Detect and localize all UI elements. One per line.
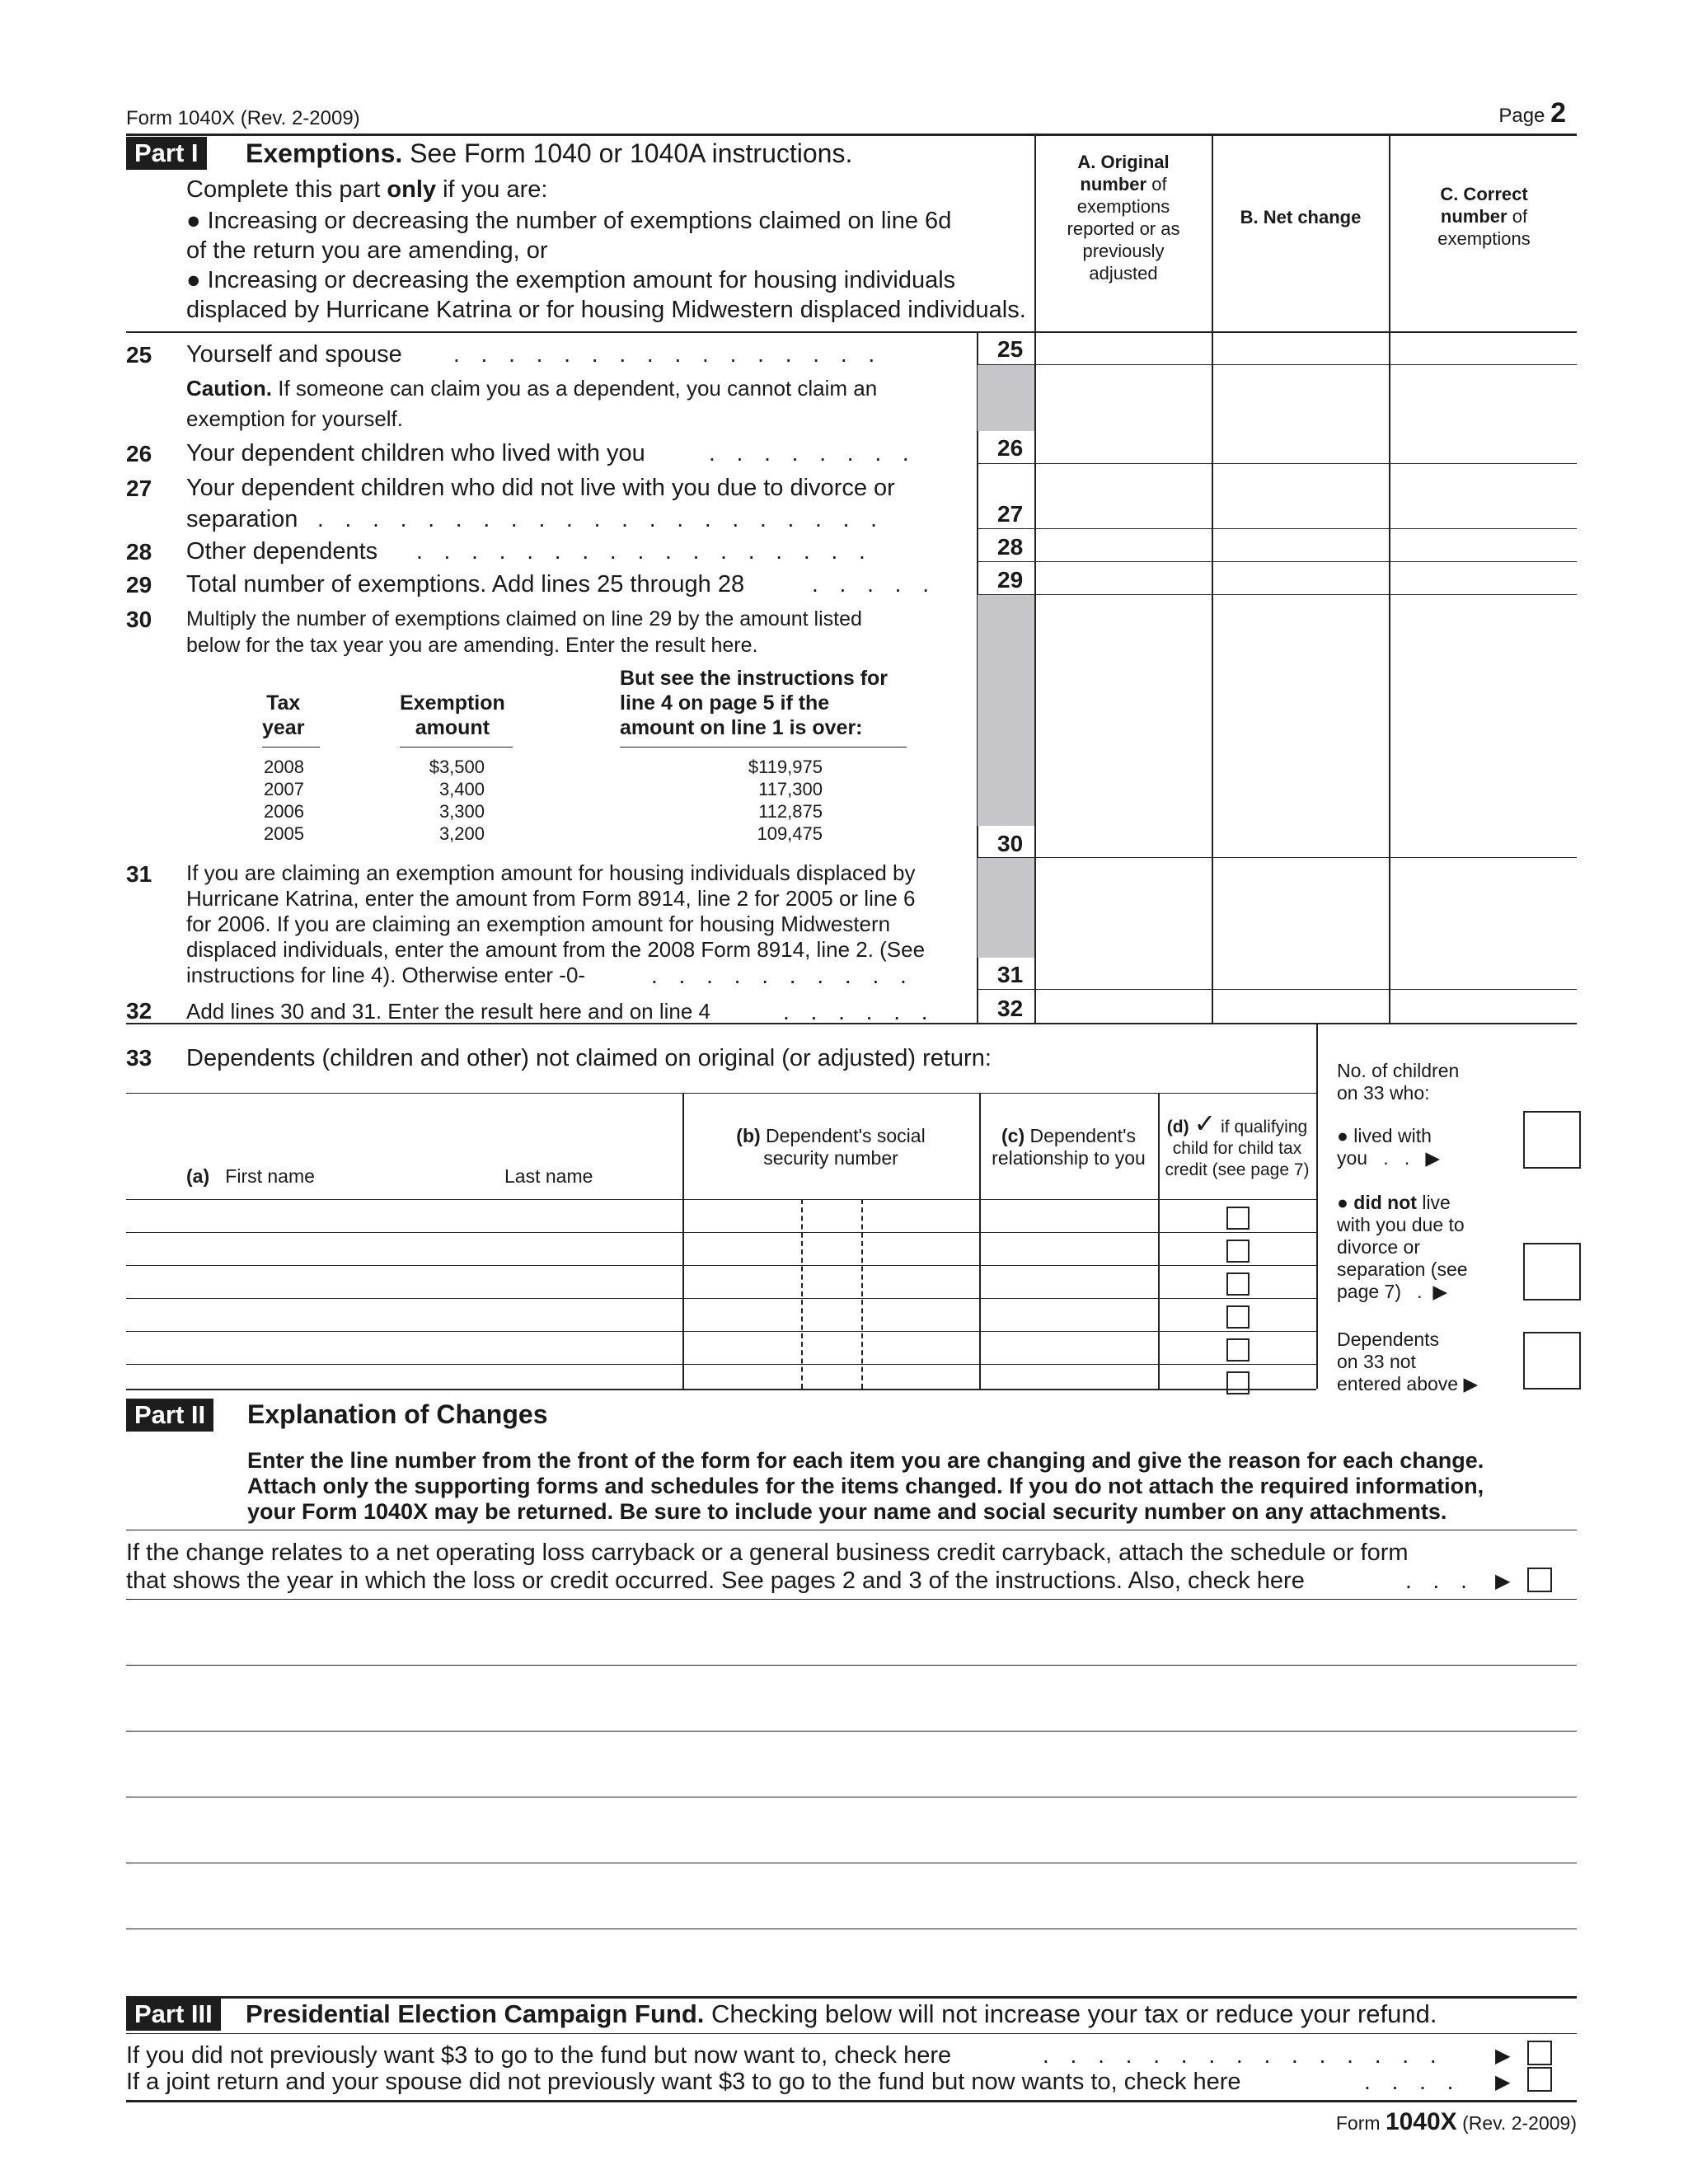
dep-d-bold: (d) [1166, 1118, 1189, 1137]
dep-b-text: Dependent's social [760, 1125, 926, 1146]
line28-dots: . . . . . . . . . . . . . . . . . [416, 538, 873, 564]
part3-top-rule [126, 1996, 1577, 1999]
shade-line30 [978, 595, 1034, 826]
page-number [1498, 97, 1566, 129]
dep-b-text2: security number [763, 1147, 898, 1169]
line29-dots: . . . . . [812, 571, 937, 597]
footer-form-id [1336, 2108, 1577, 2136]
explain-line-2[interactable] [126, 1731, 1577, 1732]
part3-title-rest: Checking below will not increase your tax or reduce your refund. [704, 1999, 1437, 2028]
line25-caution-cont: exemption for yourself. [186, 406, 404, 431]
box27-num: 27 [997, 501, 1024, 527]
colb-text: B. Net change [1240, 207, 1362, 227]
box30-num: 30 [997, 831, 1024, 856]
ex-year: 2007 [264, 779, 304, 799]
part1-title [246, 138, 852, 169]
hamount-0: Exemption [400, 691, 505, 715]
dep-c-text: Dependent's [1025, 1125, 1136, 1146]
line29-num: 29 [126, 572, 152, 598]
line27-dots: . . . . . . . . . . . . . . . . . . . . . [317, 506, 884, 532]
qualifying-child-checkbox[interactable] [1226, 1338, 1250, 1361]
line27-text-cont: separation [186, 506, 298, 532]
cola-4: reported or as [1067, 218, 1180, 239]
arrow-icon: ▶ [1463, 1373, 1479, 1394]
row30-bottom [977, 857, 1577, 858]
part1-bullet1: ● Increasing or decreasing the number of exemptions claimed on line 6d [186, 208, 952, 234]
caution-bold: Caution. [186, 376, 272, 401]
dep-c-bold: (c) [1001, 1125, 1025, 1146]
tbl-head-year [262, 691, 304, 740]
ex-over: 109,475 [757, 823, 823, 844]
side-lived-a: lived with [1353, 1125, 1432, 1146]
line31-text-b: Hurricane Katrina, enter the amount from Form 8914, line 2 for 2005 or line 6 [186, 886, 916, 911]
part2-tag: Part II [126, 1399, 213, 1432]
page-num: 2 [1550, 97, 1566, 129]
explain-line-0 [126, 1599, 1577, 1600]
line31-text-d: displaced individuals, enter the amount from the 2008 Form 8914, line 2. (See [186, 937, 926, 962]
side-dn-a: live [1416, 1192, 1451, 1213]
cola-1: number [1080, 174, 1147, 194]
line31-text-c: for 2006. If you are claiming an exemption amount for housing Midwestern [186, 912, 891, 936]
line25-text: Yourself and spouse [186, 341, 402, 368]
tbl-head-over [620, 666, 888, 740]
part2-instr-c: your Form 1040X may be returned. Be sure to include your name and social security number on any attachments. [247, 1499, 1447, 1524]
side-deps-a: Dependents [1337, 1329, 1440, 1350]
part2-nol-a: If the change relates to a net operating loss carryback or a general business credit carryback, attach the schedule or form [126, 1540, 1409, 1566]
part3-tag: Part III [126, 1998, 221, 2031]
part3-arrow-b-icon: ▶ [1495, 2071, 1511, 2093]
side-dn-b: with you due to [1337, 1214, 1465, 1235]
side-did-not-live: ● did not live with you due to divorce or separation (see page 7) . ▶ [1337, 1192, 1468, 1302]
side-dn-bold: did not [1353, 1192, 1417, 1213]
footer-form: Form [1335, 2112, 1381, 2134]
line31-text-a: If you are claiming an exemption amount for housing individuals displaced by [186, 860, 916, 885]
ex-amount: 3,200 [438, 823, 485, 844]
dependent-row-line [126, 1364, 1316, 1365]
part2-title: Explanation of Changes [247, 1399, 548, 1429]
side-nc-b: on 33 who: [1337, 1082, 1430, 1104]
part2-instr-a: Enter the line number from the front of the form for each item you are changing and give the reason for each change. [247, 1448, 1484, 1473]
hyear-1: year [262, 716, 305, 739]
page-label: Page [1498, 105, 1545, 127]
ex-over: 117,300 [758, 779, 823, 799]
dep-col-a-header [186, 1165, 315, 1188]
line31-dots: . . . . . . . . . . [651, 963, 914, 988]
ex-amount: 3,400 [438, 779, 485, 799]
part3-title-bold: Presidential Election Campaign Fund. [246, 1999, 705, 2028]
col-b-header [1214, 206, 1387, 228]
colc-2: of [1507, 206, 1528, 227]
cola-3: exemptions [1076, 196, 1170, 217]
part1-bullet1-cont: of the return you are amending, or [186, 237, 548, 264]
line33-num: 33 [126, 1045, 152, 1071]
row28-bottom [977, 594, 1577, 595]
row27-bottom [977, 561, 1577, 562]
bullet1-a: Increasing or decreasing the number of exemptions claimed on line 6d [207, 208, 952, 234]
colc-3: exemptions [1437, 228, 1531, 249]
part1-intro [186, 176, 547, 204]
tbl-rule-year [262, 747, 320, 748]
arrow-icon: ▶ [1432, 1281, 1448, 1302]
part1-tag: Part I [126, 137, 207, 170]
line25-caution [186, 376, 877, 401]
line26-num: 26 [126, 441, 152, 466]
dependent-row-line [126, 1232, 1316, 1233]
cola-6: adjusted [1089, 263, 1158, 284]
box32-num: 32 [997, 996, 1024, 1021]
dep-head-bottom [126, 1199, 1316, 1200]
line28-text: Other dependents [186, 538, 378, 565]
line31-num: 31 [126, 861, 152, 887]
footer-rev: (Rev. 2-2009) [1462, 2112, 1577, 2134]
side-dn-c: divorce or [1337, 1236, 1420, 1258]
part1-bullet2-cont: displaced by Hurricane Katrina or for housing Midwestern displaced individuals. [186, 297, 1026, 323]
dependent-row-line [126, 1331, 1316, 1332]
part3-bottom-rule [126, 2100, 1577, 2102]
line30-num: 30 [126, 607, 152, 632]
col-c-left-border [1389, 134, 1390, 1024]
col-a-header [1037, 151, 1210, 284]
hyear-0: Tax [266, 691, 301, 715]
part3-dots-a: . . . . . . . . . . . . . . . [1043, 2042, 1444, 2068]
cola-2: of [1146, 174, 1167, 194]
hover-1: line 4 on page 5 if the [620, 691, 830, 715]
fund-spouse-checkbox[interactable] [1527, 2067, 1552, 2092]
dep-a-label: (a) [186, 1165, 210, 1187]
header-rule [126, 134, 1577, 136]
row31-bottom [977, 989, 1577, 990]
row26-bottom [977, 528, 1577, 529]
part3-line-b: If a joint return and your spouse did not previously want $3 to go to the fund but now wants to, check here [126, 2069, 1241, 2095]
line26-dots: . . . . . . . . [709, 440, 917, 466]
box29-num: 29 [997, 567, 1024, 593]
ssn-divider-1 [801, 1199, 803, 1389]
colc-1: number [1440, 206, 1507, 227]
fund-you-checkbox[interactable] [1527, 2041, 1552, 2065]
bullet2-a: Increasing or decreasing the exemption amount for housing individuals [207, 267, 956, 293]
part3-title [246, 1999, 1437, 2029]
line32-num: 32 [126, 998, 152, 1024]
dep-table-bottom [126, 1389, 1316, 1390]
side-nc-a: No. of children [1337, 1060, 1460, 1081]
line27-num: 27 [126, 476, 152, 501]
line26-text: Your dependent children who lived with you [186, 440, 645, 466]
box25-num: 25 [997, 336, 1024, 362]
tbl-rule-over [620, 747, 907, 748]
part3-title-rule [126, 2033, 1577, 2034]
ssn-divider-2 [861, 1199, 863, 1389]
qualifying-child-checkbox[interactable] [1226, 1371, 1250, 1394]
dep-c-text2: relationship to you [992, 1147, 1146, 1169]
ex-amount: $3,500 [429, 757, 485, 777]
col-c-header [1391, 183, 1577, 250]
line33-text: Dependents (children and other) not claimed on original (or adjusted) return: [186, 1045, 992, 1071]
part2-instr-b: Attach only the supporting forms and schedules for the items changed. If you do not attach the required information, [247, 1474, 1484, 1498]
side-panel-border [1316, 1023, 1318, 1389]
colc-0: C. Correct [1440, 184, 1528, 204]
line30-text-cont: below for the tax year you are amending. Enter the result here. [186, 634, 758, 657]
arrow-icon: ▶ [1425, 1147, 1441, 1169]
line31-text-e: instructions for line 4). Otherwise enter -0- [186, 963, 586, 987]
dep-d-text: if qualifying [1216, 1118, 1308, 1137]
part3-arrow-a-icon: ▶ [1495, 2045, 1511, 2067]
qualifying-child-checkbox[interactable] [1226, 1240, 1250, 1263]
col-a-left-border [1034, 134, 1036, 1024]
shade-line31 [978, 857, 1034, 958]
qualifying-child-checkbox[interactable] [1226, 1305, 1250, 1329]
dep-d-text2: child for child tax [1172, 1139, 1302, 1158]
ex-over: 112,875 [758, 801, 823, 822]
line25-dots: . . . . . . . . . . . . . . . . [453, 341, 883, 367]
line32-dots: . . . . . . [783, 999, 935, 1024]
side-deps-c: entered above [1337, 1373, 1459, 1394]
qualifying-child-checkbox[interactable] [1226, 1272, 1250, 1296]
ex-amount: 3,300 [438, 801, 485, 822]
ex-over: $119,975 [748, 757, 823, 777]
check-icon: ✓ [1193, 1108, 1217, 1138]
row25c-bottom [977, 463, 1577, 464]
line30-text: Multiply the number of exemptions claimed on line 29 by the amount listed [186, 607, 862, 630]
hover-0: But see the instructions for [620, 667, 889, 690]
part3-dots-b: . . . . [1364, 2069, 1461, 2094]
box26-num: 26 [997, 435, 1024, 461]
footer-num: 1040X [1385, 2108, 1457, 2135]
shade-caution [978, 365, 1034, 431]
box31-num: 31 [997, 962, 1024, 987]
line27-text: Your dependent children who did not live with you due to divorce or [186, 475, 895, 501]
hover-2: amount on line 1 is over: [620, 716, 863, 739]
side-lived-b: you [1337, 1147, 1368, 1169]
ex-year: 2006 [264, 801, 304, 822]
row25-bottom [977, 364, 1577, 365]
dep-head-top [126, 1093, 1316, 1094]
part2-nol-b: that shows the year in which the loss or credit occurred. See pages 2 and 3 of the instructions. Also, check here [126, 1568, 1305, 1594]
intro-c: if you are: [436, 176, 548, 203]
lived-with-count-box[interactable] [1523, 1111, 1581, 1169]
dep-col-c-header [981, 1125, 1156, 1169]
line32-text: Add lines 30 and 31. Enter the result here and on line 4 [186, 999, 710, 1024]
form-revision: Form 1040X (Rev. 2-2009) [126, 107, 360, 129]
side-dn-d: separation (see [1337, 1258, 1468, 1280]
dep-d-text3: credit (see page 7) [1165, 1160, 1310, 1179]
hamount-1: amount [415, 716, 490, 739]
caution-a: If someone can claim you as a dependent, you cannot claim an [272, 376, 878, 401]
intro-b: only [387, 176, 437, 203]
part1-bullet2: ● Increasing or decreasing the exemption amount for housing individuals [186, 267, 956, 293]
side-nochildren [1337, 1060, 1459, 1104]
dep-last-name-header: Last name [504, 1165, 593, 1187]
box28-num: 28 [997, 534, 1024, 560]
dependent-row-line [126, 1298, 1316, 1299]
ex-year: 2005 [264, 823, 304, 844]
line29-text: Total number of exemptions. Add lines 25 through 28 [186, 571, 745, 598]
nol-dots: . . . [1405, 1568, 1475, 1593]
explain-line-1[interactable] [126, 1665, 1577, 1666]
nol-arrow-icon: ▶ [1495, 1570, 1511, 1592]
side-dependents [1337, 1329, 1478, 1395]
side-dn-e: page 7) [1337, 1281, 1402, 1302]
side-lived-with: ● lived with you . . ▶ [1337, 1125, 1441, 1169]
part1-title-rest: See Form 1040 or 1040A instructions. [410, 138, 853, 168]
dep-b-bold: (b) [736, 1125, 761, 1146]
dep-first: First name [225, 1165, 315, 1187]
dependents-count-box[interactable] [1523, 1332, 1581, 1390]
col-b-left-border [1212, 134, 1213, 1024]
part1-title-bold: Exemptions. [246, 138, 403, 168]
dep-col-b-header [684, 1125, 978, 1169]
side-deps-b: on 33 not [1337, 1351, 1416, 1372]
dep-col-d-header [1160, 1108, 1315, 1181]
qualifying-child-checkbox[interactable] [1226, 1207, 1250, 1230]
part1-grid-top [126, 331, 1577, 333]
dependent-row-line [126, 1265, 1316, 1266]
did-not-live-count-box[interactable] [1523, 1243, 1581, 1301]
tbl-rule-amount [400, 747, 513, 748]
line25-num: 25 [126, 342, 152, 368]
tbl-head-amount [400, 691, 505, 740]
cola-0: A. Original [1077, 152, 1170, 172]
line28-num: 28 [126, 539, 152, 565]
cola-5: previously [1082, 241, 1165, 261]
ex-year: 2008 [264, 757, 304, 777]
part3-line-a: If you did not previously want $3 to go to the fund but now want to, check here [126, 2042, 952, 2069]
nol-checkbox[interactable] [1527, 1568, 1552, 1592]
intro-a: Complete this part [186, 176, 387, 203]
